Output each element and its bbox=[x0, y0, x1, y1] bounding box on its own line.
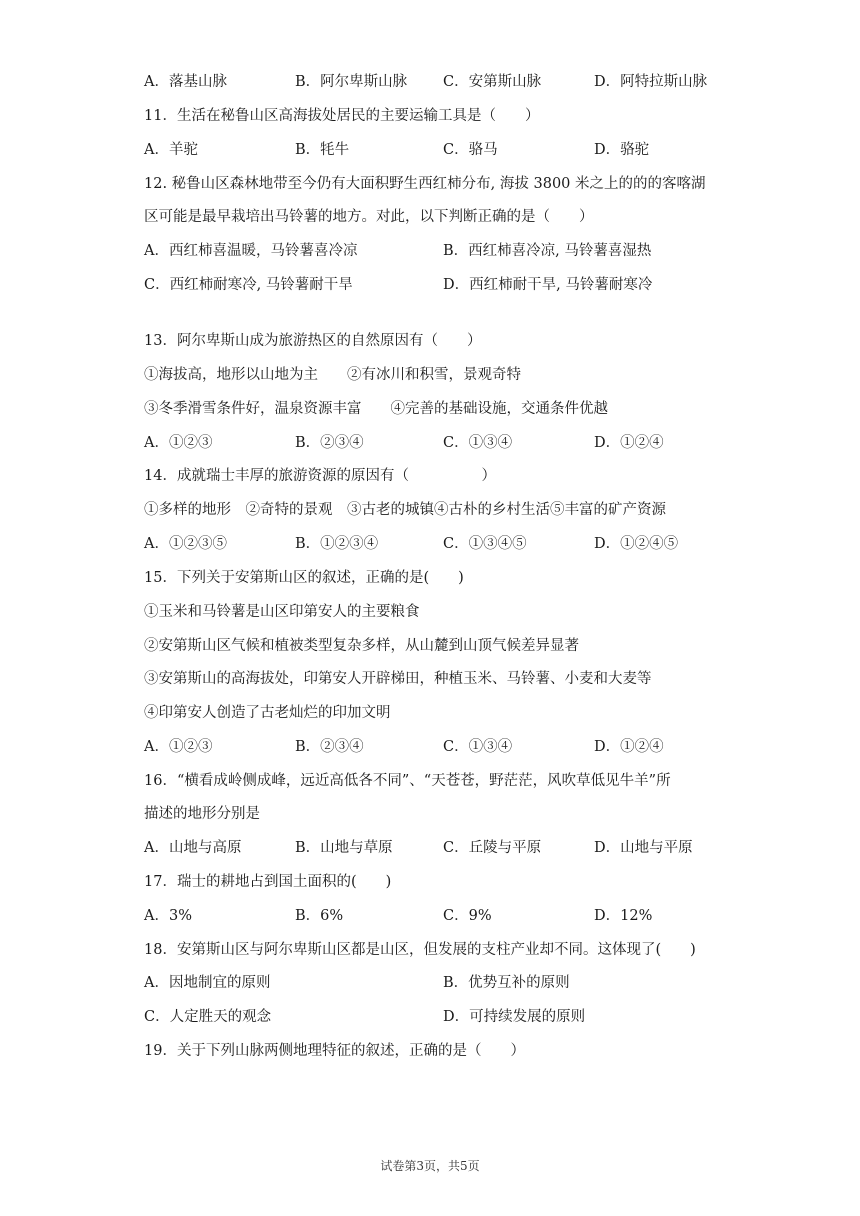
q12-stem-line1: 12. 秘鲁山区森林地带至今仍有大面积野生西红柿分布, 海拔 3800 米之上的的的客喀湖 bbox=[144, 176, 706, 192]
q11-option-b: B．牦牛 bbox=[295, 142, 350, 158]
q18-option-d: D．可持续发展的原则 bbox=[443, 1009, 586, 1025]
q17-option-d: D．12% bbox=[594, 908, 653, 924]
q11-option-d: D．骆驼 bbox=[594, 142, 650, 158]
q15-item-4: ④印第安人创造了古老灿烂的印加文明 bbox=[144, 705, 391, 721]
q19-stem: 19．关于下列山脉两侧地理特征的叙述，正确的是（ ） bbox=[144, 1043, 525, 1059]
q10-option-d: D．阿特拉斯山脉 bbox=[594, 74, 708, 90]
q11-option-a: A．羊驼 bbox=[144, 142, 198, 158]
q18-option-a: A．因地制宜的原则 bbox=[144, 975, 271, 991]
q18-stem: 18．安第斯山区与阿尔卑斯山区都是山区，但发展的支柱产业却不同。这体现了( ) bbox=[144, 942, 696, 958]
q17-stem: 17．瑞士的耕地占到国土面积的( ) bbox=[144, 874, 392, 890]
page-footer: 试卷第3页，共5页 bbox=[380, 1159, 480, 1173]
q13-option-c: C．①③④ bbox=[443, 435, 513, 451]
q13-stem: 13．阿尔卑斯山成为旅游热区的自然原因有（ ） bbox=[144, 333, 482, 349]
q15-item-1: ①玉米和马铃薯是山区印第安人的主要粮食 bbox=[144, 604, 420, 620]
q14-items: ①多样的地形 ②奇特的景观 ③古老的城镇④古朴的乡村生活⑤丰富的矿产资源 bbox=[144, 502, 666, 518]
q12-option-c: C．西红柿耐寒冷, 马铃薯耐干旱 bbox=[144, 277, 353, 293]
q11-stem: 11．生活在秘鲁山区高海拔处居民的主要运输工具是（ ） bbox=[144, 108, 540, 124]
q15-option-a: A．①②③ bbox=[144, 739, 213, 755]
q13-option-a: A．①②③ bbox=[144, 435, 213, 451]
q16-option-d: D．山地与平原 bbox=[594, 840, 693, 856]
q13-item-row2: ③冬季滑雪条件好，温泉资源丰富 ④完善的基础设施，交通条件优越 bbox=[144, 401, 608, 417]
q15-option-b: B．②③④ bbox=[295, 739, 364, 755]
q15-option-d: D．①②④ bbox=[594, 739, 664, 755]
q14-option-a: A．①②③⑤ bbox=[144, 536, 227, 552]
q13-option-b: B．②③④ bbox=[295, 435, 364, 451]
q12-option-b: B．西红柿喜冷凉, 马铃薯喜湿热 bbox=[443, 243, 652, 259]
q14-option-c: C．①③④⑤ bbox=[443, 536, 527, 552]
q15-stem: 15．下列关于安第斯山区的叙述，正确的是( ) bbox=[144, 570, 464, 586]
q14-option-b: B．①②③④ bbox=[295, 536, 379, 552]
q10-option-c: C．安第斯山脉 bbox=[443, 74, 542, 90]
q16-stem-line2: 描述的地形分别是 bbox=[144, 806, 260, 822]
q17-option-a: A．3% bbox=[144, 908, 192, 924]
q13-item-row1: ①海拔高，地形以山地为主 ②有冰川和积雪，景观奇特 bbox=[144, 367, 521, 383]
q17-option-b: B．6% bbox=[295, 908, 344, 924]
q12-option-d: D．西红柿耐干旱, 马铃薯耐寒冷 bbox=[443, 277, 653, 293]
q16-stem-line1: 16．“横看成岭侧成峰，远近高低各不同”、“天苍苍，野茫茫，风吹草低见牛羊”所 bbox=[144, 773, 671, 789]
q17-option-c: C．9% bbox=[443, 908, 492, 924]
q14-stem: 14．成就瑞士丰厚的旅游资源的原因有（ ） bbox=[144, 468, 496, 484]
q16-option-c: C．丘陵与平原 bbox=[443, 840, 542, 856]
q15-item-2: ②安第斯山区气候和植被类型复杂多样，从山麓到山顶气候差异显著 bbox=[144, 638, 579, 654]
q15-option-c: C．①③④ bbox=[443, 739, 513, 755]
q10-option-b: B．阿尔卑斯山脉 bbox=[295, 74, 408, 90]
q10-option-a: A．落基山脉 bbox=[144, 74, 227, 90]
q13-option-d: D．①②④ bbox=[594, 435, 664, 451]
q18-option-c: C．人定胜天的观念 bbox=[144, 1009, 272, 1025]
q18-option-b: B．优势互补的原则 bbox=[443, 975, 570, 991]
q16-option-b: B．山地与草原 bbox=[295, 840, 393, 856]
q12-stem-line2: 区可能是最早栽培出马铃薯的地方。对此，以下判断正确的是（ ） bbox=[144, 209, 594, 225]
q15-item-3: ③安第斯山的高海拔处，印第安人开辟梯田，种植玉米、马铃薯、小麦和大麦等 bbox=[144, 671, 652, 687]
q11-option-c: C．骆马 bbox=[443, 142, 498, 158]
q12-option-a: A．西红柿喜温暖，马铃薯喜冷凉 bbox=[144, 243, 358, 259]
q14-option-d: D．①②④⑤ bbox=[594, 536, 679, 552]
q16-option-a: A．山地与高原 bbox=[144, 840, 242, 856]
